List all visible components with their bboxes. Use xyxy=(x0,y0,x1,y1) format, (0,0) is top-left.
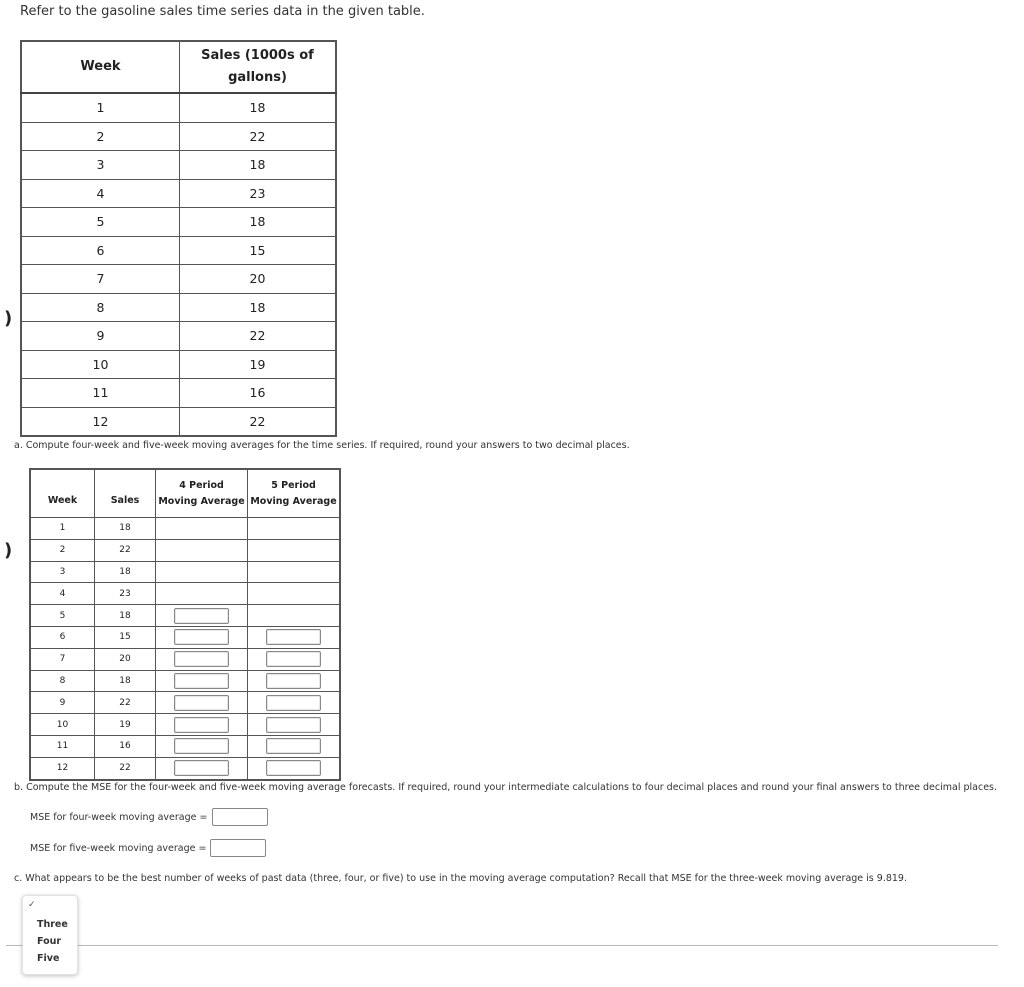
table-row xyxy=(30,561,340,583)
week-cell: 8 xyxy=(21,293,180,322)
table-row xyxy=(21,236,336,265)
table-row xyxy=(21,122,336,151)
ma-sales-cell: 18 xyxy=(95,561,156,583)
table-row xyxy=(30,626,340,648)
ma-4-period-input[interactable] xyxy=(174,760,229,776)
ma-5-period-input[interactable] xyxy=(266,651,321,667)
sales-cell: 23 xyxy=(180,179,337,208)
part-b-text: b. Compute the MSE for the four-week and five-week moving average forecasts. If required, round your intermediate calculations to four decimal places and round your final answers to three decimal places. xyxy=(14,782,998,793)
ma-4-period-input[interactable] xyxy=(174,629,229,645)
ma-5-period-input[interactable] xyxy=(266,738,321,754)
ma-sales-cell: 16 xyxy=(95,735,156,757)
sales-cell: 16 xyxy=(180,379,337,408)
table-row xyxy=(30,648,340,670)
ma-header-5-line1: 5 Period xyxy=(271,479,316,491)
ma-week-cell: 9 xyxy=(30,692,95,714)
ma-header-5-period xyxy=(248,469,341,518)
ma-week-cell: 7 xyxy=(30,648,95,670)
ma-5-period-input[interactable] xyxy=(266,695,321,711)
ma-4-period-cell xyxy=(156,735,248,757)
ma-5-period-cell xyxy=(248,735,341,757)
week-cell: 10 xyxy=(21,350,180,379)
sales-cell: 18 xyxy=(180,151,337,180)
ma-week-cell: 1 xyxy=(30,518,95,540)
table-row xyxy=(21,93,336,122)
divider xyxy=(6,945,998,946)
ma-4-period-cell xyxy=(156,583,248,605)
ma-5-period-cell xyxy=(248,692,341,714)
ma-5-period-input[interactable] xyxy=(266,760,321,776)
table-row xyxy=(21,265,336,294)
check-icon: ✓ xyxy=(28,900,36,910)
ma-5-period-cell xyxy=(248,583,341,605)
week-cell: 9 xyxy=(21,322,180,351)
ma-sales-cell: 18 xyxy=(95,605,156,627)
sales-cell: 20 xyxy=(180,265,337,294)
week-cell: 11 xyxy=(21,379,180,408)
mse-four-week-input[interactable] xyxy=(212,808,268,826)
sales-data-table xyxy=(20,40,337,437)
moving-average-table xyxy=(29,468,341,781)
table-row xyxy=(21,407,336,436)
ma-sales-cell: 19 xyxy=(95,714,156,736)
sales-cell: 22 xyxy=(180,322,337,351)
ma-4-period-cell xyxy=(156,626,248,648)
ma-4-period-cell xyxy=(156,561,248,583)
ma-4-period-cell xyxy=(156,539,248,561)
ma-4-period-cell xyxy=(156,714,248,736)
week-cell: 2 xyxy=(21,122,180,151)
table-row xyxy=(21,179,336,208)
part-c-text: c. What appears to be the best number of weeks of past data (three, four, or five) to use in the moving average computation? Recall that MSE for the three-week moving average is 9.819. xyxy=(14,873,907,884)
mse-five-week-row xyxy=(30,839,266,857)
mse-five-week-label: MSE for five-week moving average = xyxy=(30,842,207,854)
table-row xyxy=(30,605,340,627)
ma-5-period-cell xyxy=(248,714,341,736)
ma-sales-cell: 15 xyxy=(95,626,156,648)
week-cell: 7 xyxy=(21,265,180,294)
ma-4-period-cell xyxy=(156,648,248,670)
ma-header-4-line1: 4 Period xyxy=(179,479,224,491)
ma-sales-cell: 22 xyxy=(95,692,156,714)
table-row xyxy=(21,322,336,351)
ma-5-period-cell xyxy=(248,757,341,779)
ma-5-period-cell xyxy=(248,626,341,648)
dropdown-option-four[interactable]: Four xyxy=(37,936,62,947)
ma-4-period-cell xyxy=(156,692,248,714)
ma-week-cell: 2 xyxy=(30,539,95,561)
table-row xyxy=(30,518,340,540)
table-row xyxy=(21,293,336,322)
ma-4-period-input[interactable] xyxy=(174,695,229,711)
ma-4-period-input[interactable] xyxy=(174,673,229,689)
sales-cell: 18 xyxy=(180,293,337,322)
ma-week-cell: 8 xyxy=(30,670,95,692)
sales-cell: 18 xyxy=(180,208,337,237)
ma-sales-cell: 18 xyxy=(95,518,156,540)
ma-4-period-input[interactable] xyxy=(174,651,229,667)
ma-header-4-line2: Moving Average xyxy=(158,495,245,507)
table-row xyxy=(30,692,340,714)
ma-5-period-cell xyxy=(248,518,341,540)
week-cell: 3 xyxy=(21,151,180,180)
ma-week-cell: 6 xyxy=(30,626,95,648)
table-row xyxy=(21,208,336,237)
mse-four-week-label: MSE for four-week moving average = xyxy=(30,811,208,823)
ma-header-week: Week xyxy=(30,469,95,518)
ma-header-5-line2: Moving Average xyxy=(250,495,337,507)
dropdown-option-three[interactable]: Three xyxy=(37,919,68,930)
intro-text: Refer to the gasoline sales time series data in the given table. xyxy=(20,4,425,19)
ma-week-cell: 4 xyxy=(30,583,95,605)
table-row xyxy=(30,735,340,757)
week-cell: 1 xyxy=(21,93,180,122)
weeks-dropdown[interactable] xyxy=(22,895,78,975)
ma-4-period-cell xyxy=(156,670,248,692)
margin-mark: ) xyxy=(4,308,13,329)
ma-sales-cell: 18 xyxy=(95,670,156,692)
ma-5-period-input[interactable] xyxy=(266,717,321,733)
table-row xyxy=(30,539,340,561)
header-week: Week xyxy=(21,41,180,93)
ma-5-period-cell xyxy=(248,561,341,583)
table-row xyxy=(21,350,336,379)
sales-cell: 22 xyxy=(180,407,337,436)
ma-week-cell: 10 xyxy=(30,714,95,736)
week-cell: 4 xyxy=(21,179,180,208)
ma-5-period-cell xyxy=(248,539,341,561)
table-row xyxy=(21,151,336,180)
table-row xyxy=(30,583,340,605)
table-row xyxy=(21,379,336,408)
sales-cell: 15 xyxy=(180,236,337,265)
week-cell: 5 xyxy=(21,208,180,237)
ma-sales-cell: 22 xyxy=(95,539,156,561)
sales-cell: 18 xyxy=(180,93,337,122)
ma-5-period-input[interactable] xyxy=(266,673,321,689)
header-sales: Sales (1000s of gallons) xyxy=(180,41,337,93)
week-cell: 6 xyxy=(21,236,180,265)
ma-week-cell: 12 xyxy=(30,757,95,779)
margin-mark: ) xyxy=(4,540,13,561)
dropdown-option-five[interactable]: Five xyxy=(37,953,60,964)
ma-week-cell: 5 xyxy=(30,605,95,627)
ma-week-cell: 3 xyxy=(30,561,95,583)
week-cell: 12 xyxy=(21,407,180,436)
ma-sales-cell: 20 xyxy=(95,648,156,670)
part-a-text: a. Compute four-week and five-week moving averages for the time series. If required, round your answers to two decimal places. xyxy=(14,440,630,451)
ma-4-period-cell xyxy=(156,757,248,779)
ma-4-period-cell xyxy=(156,518,248,540)
ma-5-period-cell xyxy=(248,670,341,692)
mse-four-week-row xyxy=(30,808,268,826)
table-row xyxy=(30,670,340,692)
ma-5-period-cell xyxy=(248,605,341,627)
ma-sales-cell: 23 xyxy=(95,583,156,605)
ma-4-period-cell xyxy=(156,605,248,627)
ma-4-period-input[interactable] xyxy=(174,717,229,733)
ma-sales-cell: 22 xyxy=(95,757,156,779)
ma-5-period-input[interactable] xyxy=(266,629,321,645)
ma-4-period-input[interactable] xyxy=(174,738,229,754)
table-row xyxy=(30,714,340,736)
ma-header-sales: Sales xyxy=(95,469,156,518)
ma-5-period-cell xyxy=(248,648,341,670)
ma-week-cell: 11 xyxy=(30,735,95,757)
sales-cell: 22 xyxy=(180,122,337,151)
ma-4-period-input[interactable] xyxy=(174,608,229,624)
table-row xyxy=(30,757,340,779)
sales-cell: 19 xyxy=(180,350,337,379)
ma-header-4-period xyxy=(156,469,248,518)
mse-five-week-input[interactable] xyxy=(210,839,266,857)
